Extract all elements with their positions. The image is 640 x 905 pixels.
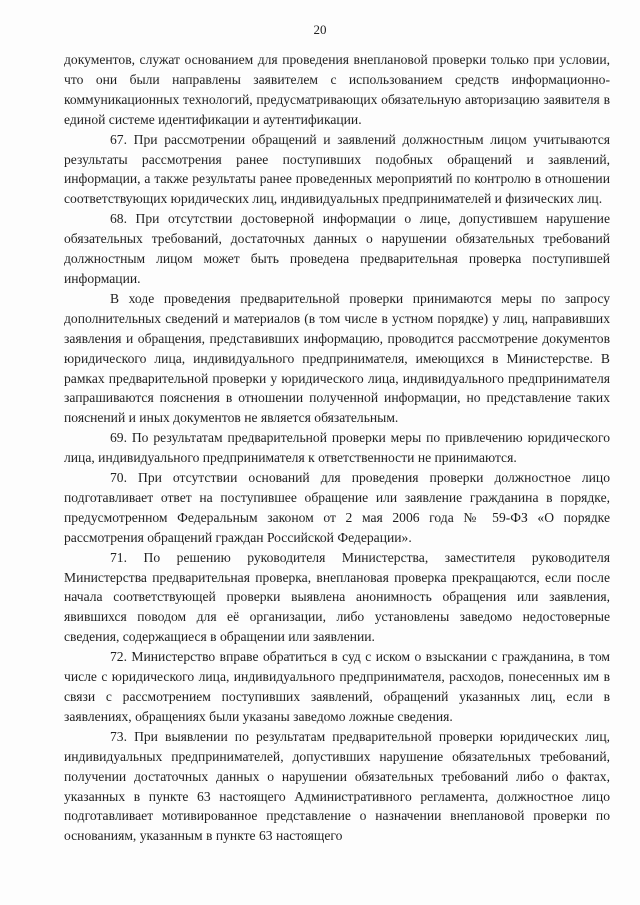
paragraph-67: 67. При рассмотрении обращений и заявлений должностным лицом учитываются результаты рассмотрения ранее поступивших подобных обращений и заявлений, информации, а также результаты ранее проведенных мероприятий по контролю в отношении соответствующих юридических лиц, индивидуальных предпринимателей и физических лиц. [64, 131, 610, 207]
paragraph-continuation: документов, служат основанием для проведения внеплановой проверки только при условии, что они были направлены заявителем с использованием средств информационно-коммуникационных технологий, предусматривающих обязательную авторизацию заявителя в единой системе идентификации и аутентификации. [64, 52, 610, 127]
paragraph-68-continued: В ходе проведения предварительной проверки принимаются меры по запросу дополнительных сведений и материалов (в том числе в устном порядке) у лиц, направивших заявления и обращения, представивших информацию, проводится рассмотрение документов юридического лица, индивидуального предпринимателя, имеющихся в Министерстве. В рамках предварительной проверки у юридического лица, индивидуального предпринимателя запрашиваются пояснения в отношении полученной информации, но представление таких пояснений и иных документов не является обязательным. [64, 290, 610, 426]
paragraph-70: 70. При отсутствии оснований для проведения проверки должностное лицо подготавливает ответ на поступившее обращение или заявление гражданина в порядке, предусмотренном Федеральным законом от 2 мая 2006 года № 59-ФЗ «О порядке рассмотрения обращений граждан Российской Федерации». [64, 470, 610, 545]
paragraph-68: 68. При отсутствии достоверной информации о лице, допустившем нарушение обязательных требований, достаточных данных о нарушении обязательных требований должностным лицом может быть проведена предварительная проверка поступившей информации. [64, 211, 610, 286]
paragraph-72: 72. Министерство вправе обратиться в суд с иском о взыскании с гражданина, в том числе с юридического лица, индивидуального предпринимателя, расходов, понесенных им в связи с рассмотрением поступивших заявлений, обращений указанных лиц, если в заявлениях, обращениях были указаны заведомо ложные сведения. [64, 649, 610, 724]
paragraph-69: 69. По результатам предварительной проверки меры по привлечению юридического лица, индивидуального предпринимателя к ответственности не принимаются. [64, 430, 610, 466]
paragraph-73: 73. При выявлении по результатам предварительной проверки юридических лиц, индивидуальных предпринимателей, допустивших нарушение обязательных требований, получении достаточных данных о нарушении обязательных требований либо о фактах, указанных в пункте 63 настоящего Административного регламента, должностное лицо подготавливает мотивированное представление о назначении внеплановой проверки по основаниям, указанным в пункте 63 настоящего [64, 728, 610, 844]
document-body [64, 50, 610, 846]
page-number: 20 [313, 22, 327, 37]
paragraph-71: 71. По решению руководителя Министерства, заместителя руководителя Министерства предварительная проверка, внеплановая проверка прекращаются, если после начала соответствующей проверки выявлена анонимность обращения или заявления, явившихся поводом для её организации, либо установлены заведомо недостоверные сведения, содержащиеся в обращении или заявлении. [64, 549, 610, 645]
